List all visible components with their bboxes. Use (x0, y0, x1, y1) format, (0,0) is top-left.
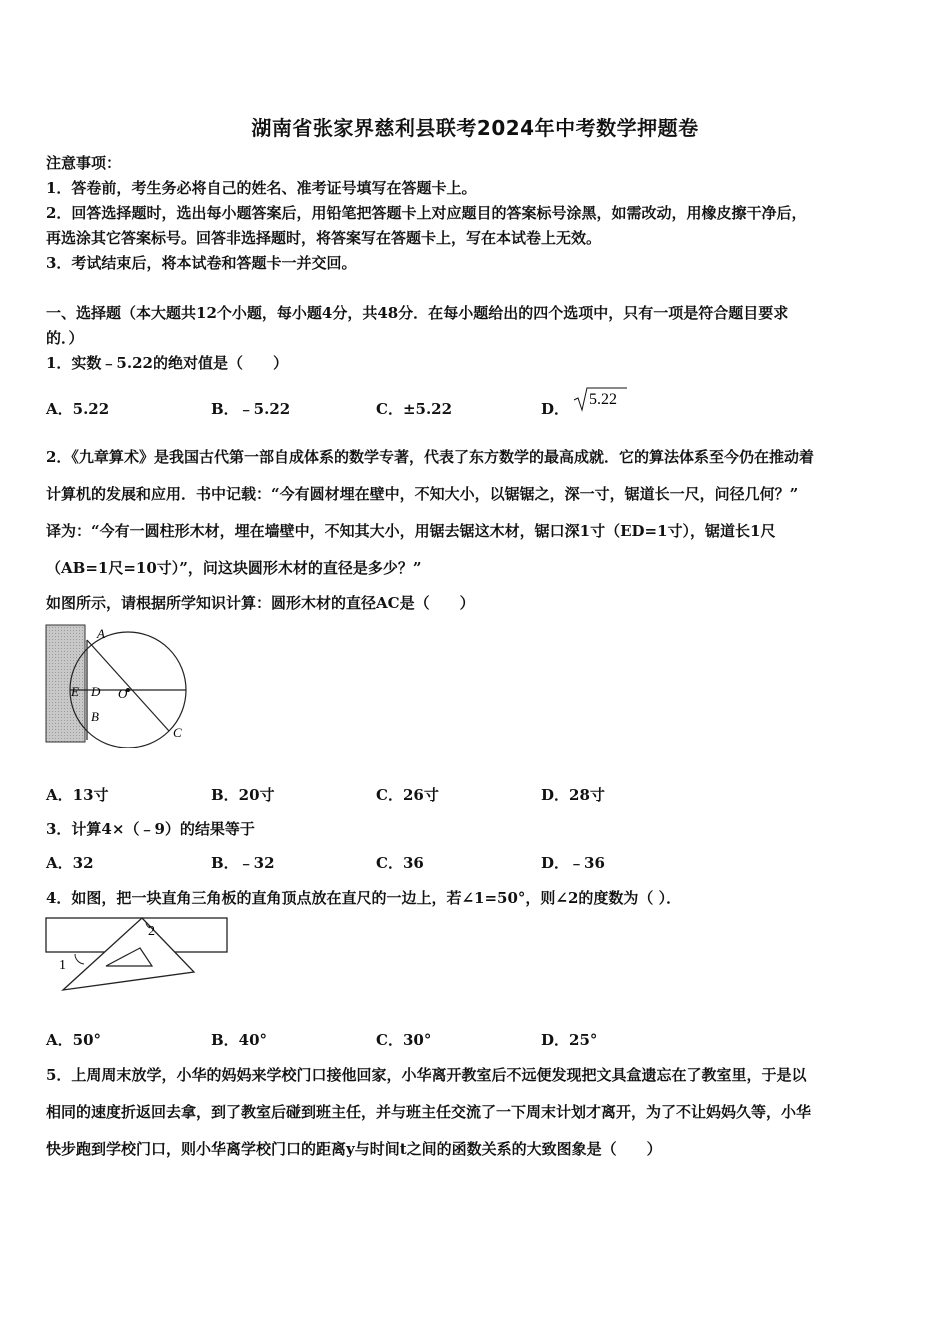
q3-option-b: B．﹣32 (211, 854, 275, 872)
angle-1-label: 1 (59, 958, 66, 973)
question-2-line: 2．《九章算术》是我国古代第一部自成体系的数学专著，代表了东方数学的最高成就．它的算法体系至今仍在推动着 (46, 448, 814, 466)
question-5-line: 相同的速度折返回去拿，到了教室后碰到班主任，并与班主任交流了一下周末计划才离开，为了不让妈妈久等，小华 (46, 1103, 812, 1121)
q2-option-d: D．28寸 (541, 786, 605, 804)
sqrt-radicand: 5.22 (589, 391, 617, 408)
q2-option-b: B．20寸 (211, 786, 275, 804)
page-title: 湖南省张家界慈利县联考2024年中考数学押题卷 (251, 116, 699, 140)
ruler-triangle-figure (40, 912, 235, 994)
sqrt-expression (572, 384, 628, 414)
label-a: A (97, 626, 105, 641)
label-o: O (118, 686, 128, 701)
angle-1-arc (75, 954, 84, 964)
label-c: C (173, 725, 182, 740)
question-2-line: 译为：“今有一圆柱形木材，埋在墙壁中，不知其大小，用锯去锯这木材，锯口深1寸（ED=1寸），锯道长1尺 (46, 522, 776, 540)
q4-option-a: A．50° (46, 1031, 102, 1049)
q1-option-d: D． (541, 400, 570, 418)
question-1-stem: 1．实数﹣5.22的绝对值是（ ） (46, 354, 288, 372)
q4-option-c: C．30° (376, 1031, 432, 1049)
q2-option-a: A．13寸 (46, 786, 109, 804)
label-b: B (91, 709, 99, 724)
q4-option-d: D．25° (541, 1031, 598, 1049)
section-heading: 一、选择题（本大题共12个小题，每小题4分，共48分．在每小题给出的四个选项中，只有一项是符合题目要求 (46, 304, 789, 322)
q1-option-b: B．﹣5.22 (211, 400, 291, 418)
notice-heading: 注意事项： (46, 154, 122, 172)
notice-item: 再选涂其它答案标号。回答非选择题时，将答案写在答题卡上，写在本试卷上无效。 (46, 229, 602, 247)
label-d: D (91, 684, 101, 699)
section-heading-cont: 的．） (46, 329, 84, 347)
notice-item: 3．考试结束后，将本试卷和答题卡一并交回。 (46, 254, 357, 272)
question-3-stem: 3．计算4×（﹣9）的结果等于 (46, 820, 255, 838)
q3-option-c: C．36 (376, 854, 424, 872)
angle-2-label: 2 (148, 924, 155, 939)
q2-option-c: C．26寸 (376, 786, 439, 804)
question-5-line: 5．上周周末放学，小华的妈妈来学校门口接他回家，小华离开教室后不远便发现把文具盒遗忘在了教室里，于是以 (46, 1066, 807, 1084)
question-4-stem: 4．如图，把一块直角三角板的直角顶点放在直尺的一边上，若∠1=50°，则∠2的度数为（ ）． (46, 889, 682, 907)
question-2-line: （AB=1尺=10寸）”，问这块圆形木材的直径是多少？” (46, 559, 422, 577)
question-2-line: 如图所示，请根据所学知识计算：圆形木材的直径AC是（ ） (46, 594, 475, 612)
notice-item: 1．答卷前，考生务必将自己的姓名、准考证号填写在答题卡上。 (46, 179, 477, 197)
question-2-line: 计算机的发展和应用．书中记载：“今有圆材埋在壁中，不知大小，以锯锯之，深一寸，锯道长一尺，问径几何？” (46, 485, 799, 503)
circle-wood-figure (40, 618, 200, 748)
question-5-line: 快步跑到学校门口，则小华离学校门口的距离y与时间t之间的函数关系的大致图象是（ ） (46, 1140, 662, 1158)
q4-option-b: B．40° (211, 1031, 268, 1049)
label-e: E (71, 684, 79, 699)
notice-item: 2．回答选择题时，选出每小题答案后，用铅笔把答题卡上对应题目的答案标号涂黑，如需改动，用橡皮擦干净后， (46, 204, 807, 222)
q3-option-d: D．﹣36 (541, 854, 605, 872)
q1-option-c: C．±5.22 (376, 400, 453, 418)
q3-option-a: A．32 (46, 854, 94, 872)
q1-option-a: A．5.22 (46, 400, 110, 418)
